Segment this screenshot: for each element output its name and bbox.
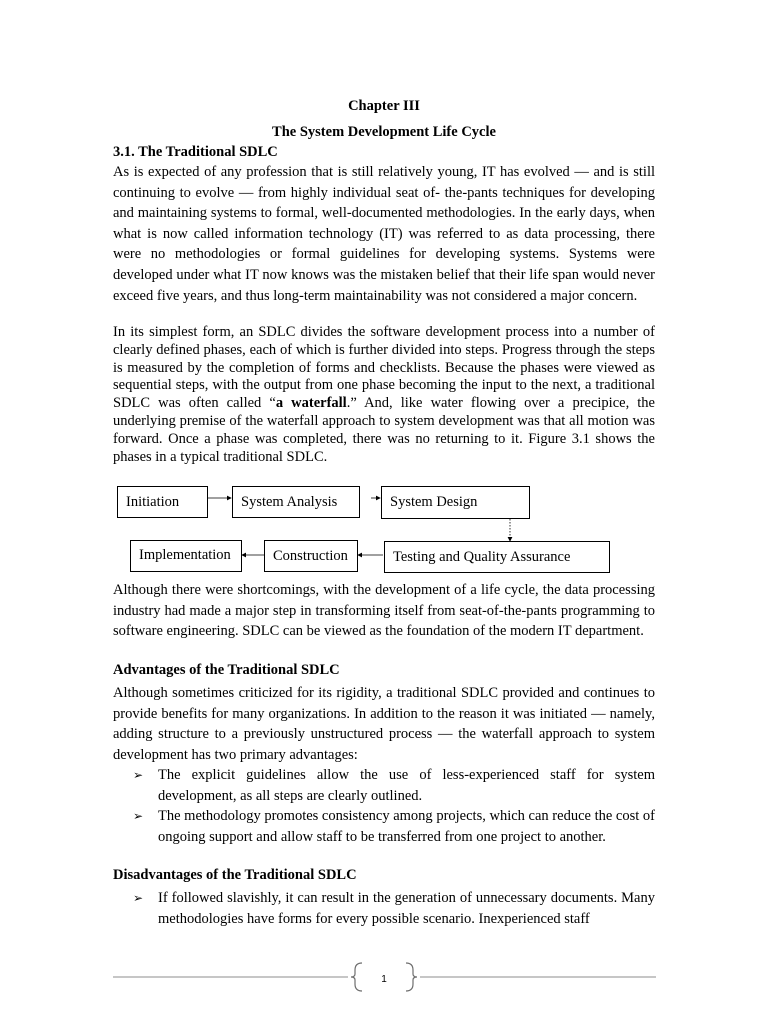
bullet-arrow-icon: ➢	[133, 809, 144, 823]
phase-system-analysis: System Analysis	[232, 486, 360, 518]
chapter-title: Chapter III	[348, 98, 420, 114]
advantages-heading: Advantages of the Traditional SDLC	[113, 662, 340, 678]
page-number: 1	[381, 974, 387, 985]
disadvantage-text: If followed slavishly, it can result in the generation of unnecessary documents. Many methodologies have forms for every possible scenario. Inexperienced staff	[158, 890, 655, 927]
list-item	[133, 888, 655, 929]
section-heading: 3.1. The Traditional SDLC	[113, 144, 278, 160]
advantage-text: The methodology promotes consistency among projects, which can reduce the cost of ongoing support and allow staff to be transferred from one project to another.	[158, 808, 655, 845]
chapter-subtitle: The System Development Life Cycle	[272, 124, 496, 140]
paragraph-advantages-intro: Although sometimes criticized for its rigidity, a traditional SDLC provided and continues to provide benefits for many organizations. In addition to the reason it was initiated — namely, adding structure to a previously unstructured process — the waterfall approach to system development has two primary advantages:	[113, 685, 655, 763]
paragraph-shortcomings: Although there were shortcomings, with the development of a life cycle, the data processing industry had made a major step in transforming itself from seat-of-the-pants programming to software engineering. SDLC can be viewed as the foundation of the modern IT department.	[113, 582, 655, 640]
list-item	[133, 765, 655, 806]
phase-initiation: Initiation	[117, 486, 208, 518]
advantage-text: The explicit guidelines allow the use of less-experienced staff for system development, as all steps are clearly outlined.	[158, 767, 655, 804]
disadvantages-heading: Disadvantages of the Traditional SDLC	[113, 867, 357, 883]
bullet-arrow-icon: ➢	[133, 768, 144, 782]
waterfall-term: a waterfall	[275, 395, 347, 412]
para2-before: In its simplest form, an SDLC divides the software development process into a number of clearly defined phases, each of which is further divided into steps. Progress through the steps is measured by the completion of forms and checklists. Because the phases were viewed as sequential steps, with the output from one phase becoming the input to the next, a traditional SDLC was often called “	[113, 324, 655, 412]
bullet-arrow-icon: ➢	[133, 891, 144, 905]
phase-testing-quality-assurance: Testing and Quality Assurance	[384, 541, 610, 573]
phase-construction: Construction	[264, 540, 358, 572]
list-item	[133, 806, 655, 847]
para2-after: .” And, like water flowing over a precipice, the underlying premise of the waterfall approach to system development was that all motion was forward. Once a phase was completed, there was no returning to it. Figure 3.1 shows the phases in a typical traditional SDLC.	[113, 395, 655, 465]
phase-system-design: System Design	[381, 486, 530, 519]
paragraph-intro: As is expected of any profession that is still relatively young, IT has evolved — and is still continuing to evolve — from highly individual seat of- the-pants techniques for developing and maintaining systems to formal, well-documented methodologies. In the early days, when what is now called information technology (IT) was referred to as data processing, there were no methodologies or formal guidelines for developing systems. Systems were developed under what IT now knows was the mistaken belief that their life span would never exceed five years, and thus long-term maintainability was not considered a major concern.	[113, 164, 655, 304]
phase-implementation: Implementation	[130, 540, 242, 572]
paragraph-sdlc-waterfall	[113, 324, 655, 466]
